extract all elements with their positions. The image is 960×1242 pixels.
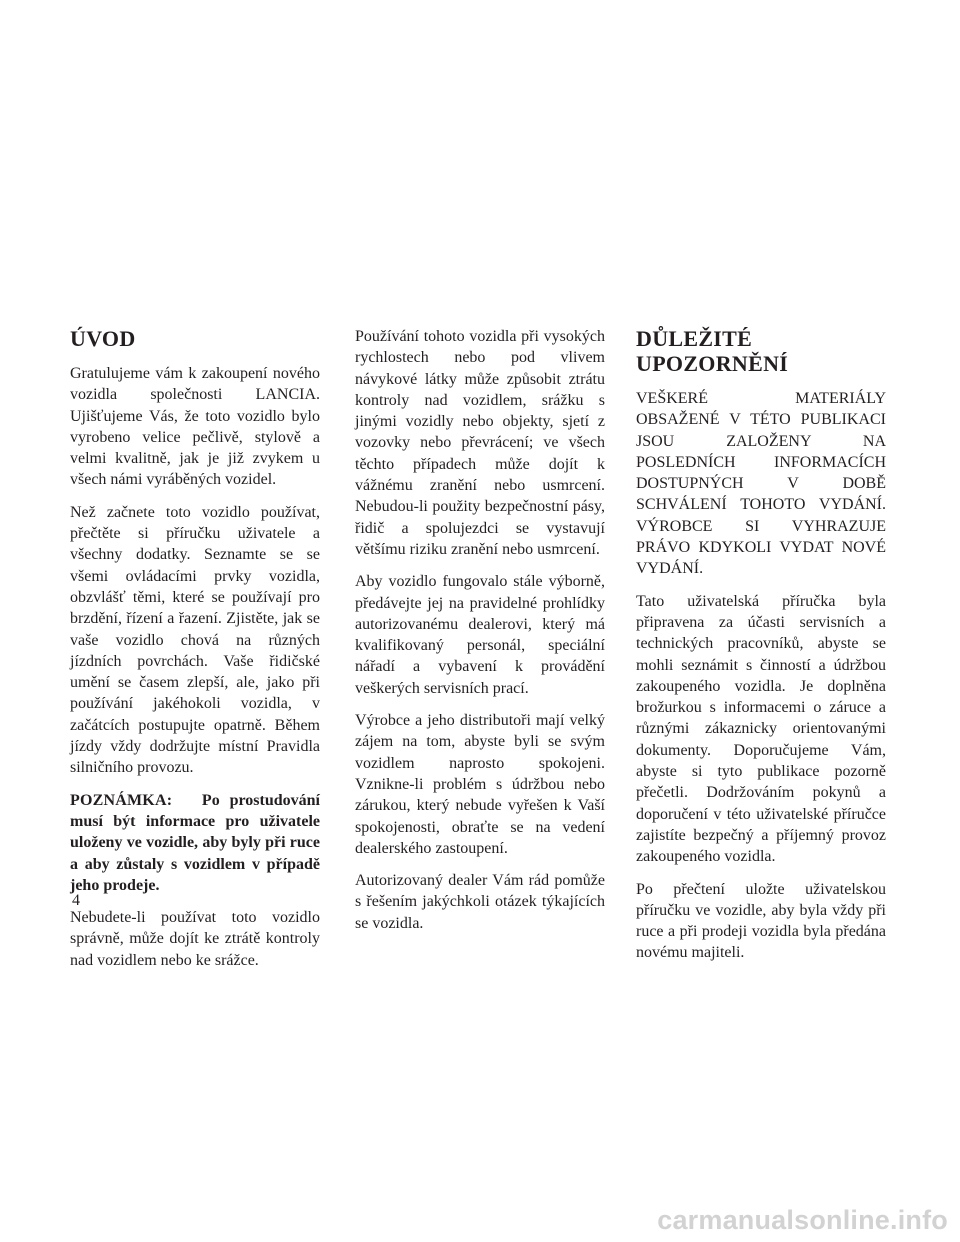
paragraph-inspections: Aby vozidlo fungovalo stále výborně, předávejte jej na pravidelné prohlídky autorizovanému dealerovi, který má kvalifikovaný personál, speciální nářadí a vybavení k provádění veškerých servisních prací. [355,573,605,697]
column-safety [355,326,605,945]
heading-important-notice: DŮLEŽITÉ UPOZORNĚNÍ [636,326,789,376]
paragraph-dealer-help: Autorizovaný dealer Vám rád pomůže s řešením jakýchkoli otázek týkajících se vozidla. [355,872,605,932]
paragraph-manual-prepared: Tato uživatelská příručka byla připravena za účasti servisních a technických pracovníků, abyste se mohli seznámit s činností a údržbou zakoupeného vozidla. Je doplněna brožurkou s informacemi o záruce a různými zákaznicky orientovanými dokumenty. Doporučujeme Vám, abyste si tyto publikace pozorně přečetli. Dodržováním pokynů a doporučení v této uživatelské příručce zajistíte bezpečný a příjemný provoz zakoupeného vozidla. [636,592,886,866]
paragraph-satisfaction: Výrobce a jeho distributoři mají velký zájem na tom, abyste byli se svým vozidlem naprosto spokojeni. Vznikne-li problém s údržbou nebo zárukou, který nebude vyřešen k Vaší spokojenosti, obraťte se na vedení dealerského zastoupení. [355,712,605,857]
note-paragraph [70,790,320,896]
column-important-notice [636,326,886,975]
heading-uvod: ÚVOD [70,326,136,351]
paragraph-congratulations: Gratulujeme vám k zakoupení nového vozidla společnosti LANCIA. Ujišťujeme Vás, že toto vozidlo bylo vyrobeno velice pečlivě, stylově a velmi kvalitně, jak je již zvykem u všech námi vyráběných vozidel. [70,365,320,489]
paragraph-high-speed: Používání tohoto vozidla při vysokých rychlostech nebo pod vlivem návykové látky může způsobit ztrátu kontroly nad vozidlem, srážku s jinými vozidly nebo objekty, sjetí z vozovky nebo převrácení; ve všech těchto případech může dojít k vážnému zranění nebo usmrcení. Nebudou-li použity bezpečnostní pásy, řidič a spolujezdci se vystavují většímu riziku zranění nebo usmrcení. [355,328,605,558]
column-intro [70,326,320,982]
paragraph-store-manual: Po přečtení uložte uživatelskou příručku ve vozidle, aby byla vždy při ruce a při prodeji vozidla byla předána novému majiteli. [636,880,886,962]
paragraph-disclaimer-caps: VEŠKERÉ MATERIÁLY OBSAŽENÉ V TÉTO PUBLIKACI JSOU ZALOŽENY NA POSLEDNÍCH INFORMACÍCH DOSTUPNÝCH V DOBĚ SCHVÁLENÍ TOHOTO VYDÁNÍ. VÝROBCE SI VYHRAZUJE PRÁVO KDYKOLI VYDAT NOVÉ VYDÁNÍ. [636,390,886,578]
note-text: Po prostudování musí být informace pro uživatele uloženy ve vozidle, aby byly při ruce a aby zůstaly s vozidlem v případě jeho prodeje. [70,791,320,894]
page-number: 4 [72,892,80,909]
watermark: carmanualsonline.info [657,1205,948,1235]
paragraph-loss-of-control: Nebudete-li používat toto vozidlo správně, může dojít ke ztrátě kontroly nad vozidlem nebo ke srážce. [70,909,320,969]
note-label: POZNÁMKA: [70,791,173,809]
paragraph-read-manual: Než začnete toto vozidlo používat, přečtěte si příručku uživatele a všechny dodatky. Seznamte se se všemi ovládacími prvky vozidla, obzvlášť těmi, které se používají pro brzdění, řízení a řazení. Zjistěte, jak se vaše vozidlo chová na různých jízdních povrchách. Vaše řidičské umění se časem zlepší, ale, jako při používání jakéhokoli vozidla, v začátcích postupujte opatrně. Během jízdy vždy dodržujte místní Pravidla silničního provozu. [70,503,320,777]
